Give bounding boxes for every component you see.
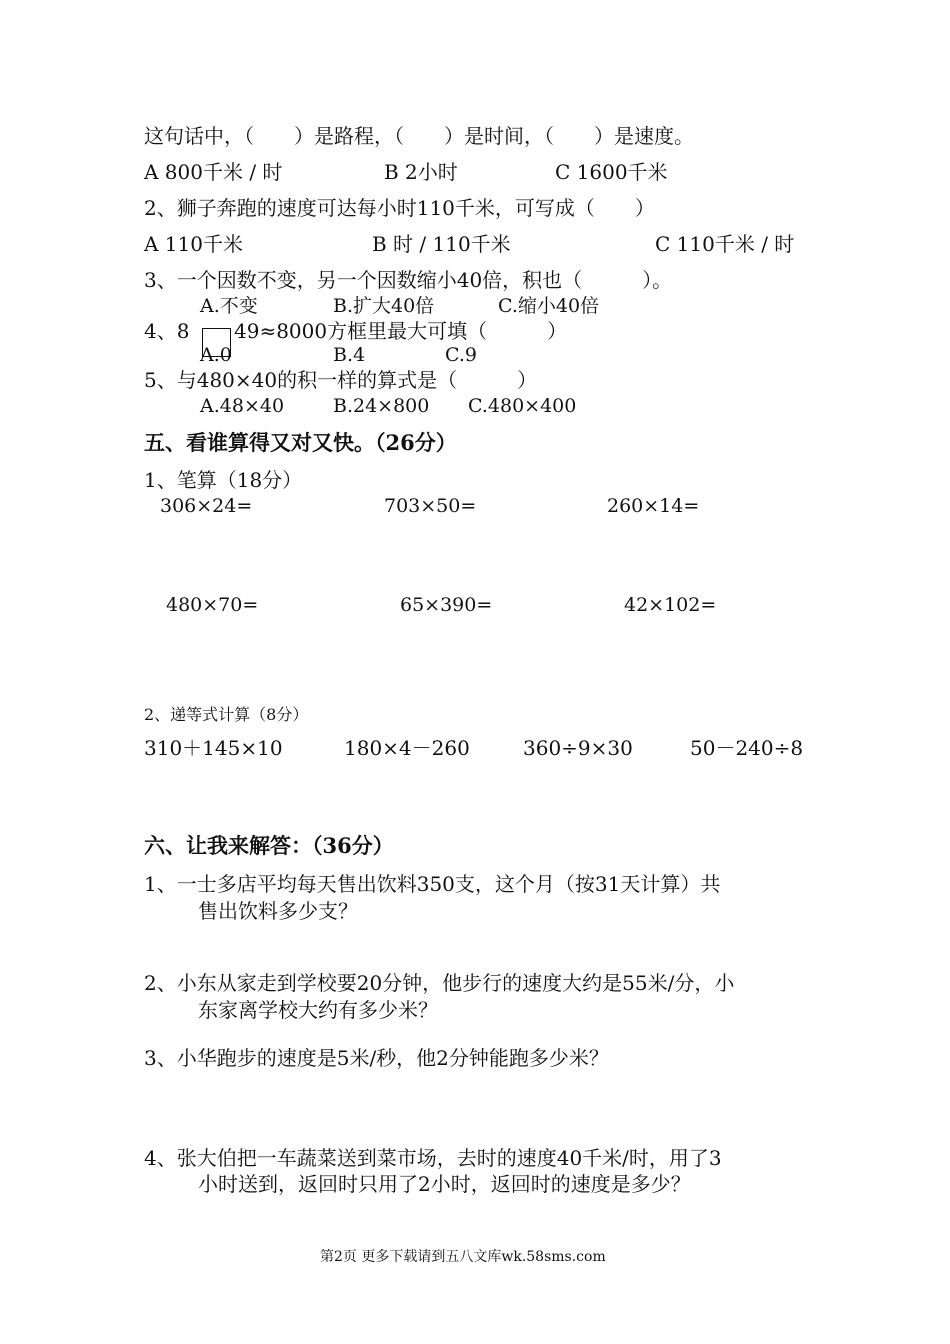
expr-item: 50－240÷8 xyxy=(690,736,804,760)
q4-stem-suffix: 49≈8000方框里最大可填（ ） xyxy=(234,319,568,343)
q4-option-b: B.4 xyxy=(333,344,366,366)
q3-option-b: B.扩大40倍 xyxy=(333,295,435,317)
q1-stem: 这句话中，（ ）是路程，（ ）是时间，（ ）是速度。 xyxy=(144,124,694,148)
q4-stem-prefix: 4、8 xyxy=(144,319,190,343)
expr-item: 310＋145×10 xyxy=(144,736,283,760)
q2-option-c: C 110千米 / 时 xyxy=(655,232,795,256)
calc-item: 260×14= xyxy=(607,495,700,517)
q2-stem: 2、狮子奔跑的速度可达每小时110千米，可写成（ ） xyxy=(144,196,655,220)
word-problem-1-cont: 售出饮料多少支？ xyxy=(198,899,358,923)
calc-item: 65×390= xyxy=(400,594,493,616)
q1-option-a: A 800千米 / 时 xyxy=(144,160,283,184)
section6-title: 六、让我来解答：（36分） xyxy=(144,833,394,858)
q5-stem: 5、与480×40的积一样的算式是（ ） xyxy=(144,368,538,392)
expr-item: 360÷9×30 xyxy=(523,736,633,760)
q1-option-c: C 1600千米 xyxy=(555,160,668,184)
calc-item: 42×102= xyxy=(624,594,717,616)
q1-option-b: B 2小时 xyxy=(384,160,458,184)
q4-option-a: A.0 xyxy=(200,344,232,366)
calc-item: 480×70= xyxy=(166,594,259,616)
word-problem-3: 3、小华跑步的速度是5米/秒，他2分钟能跑多少米？ xyxy=(144,1046,609,1070)
q5-option-b: B.24×800 xyxy=(333,395,430,417)
page-footer: 第2页 更多下载请到五八文库wk.58sms.com xyxy=(320,1249,606,1265)
q3-option-a: A.不变 xyxy=(200,295,258,317)
q2-option-a: A 110千米 xyxy=(144,232,243,256)
expr-item: 180×4－260 xyxy=(344,736,470,760)
word-problem-2: 2、小东从家走到学校要20分钟，他步行的速度大约是55米/分，小 xyxy=(144,971,735,995)
q4-option-c: C.9 xyxy=(445,344,477,366)
q5-option-a: A.48×40 xyxy=(200,395,285,417)
word-problem-4: 4、张大伯把一车蔬菜送到菜市场，去时的速度40千米/时，用了3 xyxy=(144,1146,722,1170)
q3-stem: 3、一个因数不变，另一个因数缩小40倍，积也（ ）。 xyxy=(144,268,673,292)
word-problem-1: 1、一士多店平均每天售出饮料350支，这个月（按31天计算）共 xyxy=(144,872,721,896)
word-problem-2-cont: 东家离学校大约有多少米？ xyxy=(198,998,438,1022)
stepwise-calc-title: 2、递等式计算（8分） xyxy=(144,705,309,724)
word-problem-4-cont: 小时送到，返回时只用了2小时，返回时的速度是多少？ xyxy=(198,1172,691,1196)
written-calc-title: 1、笔算（18分） xyxy=(144,468,303,492)
q3-option-c: C.缩小40倍 xyxy=(498,295,600,317)
q2-option-b: B 时 / 110千米 xyxy=(372,232,511,256)
q5-option-c: C.480×400 xyxy=(468,395,577,417)
section5-title: 五、看谁算得又对又快。（26分） xyxy=(144,430,457,455)
calc-item: 703×50= xyxy=(384,495,477,517)
calc-item: 306×24= xyxy=(160,495,253,517)
